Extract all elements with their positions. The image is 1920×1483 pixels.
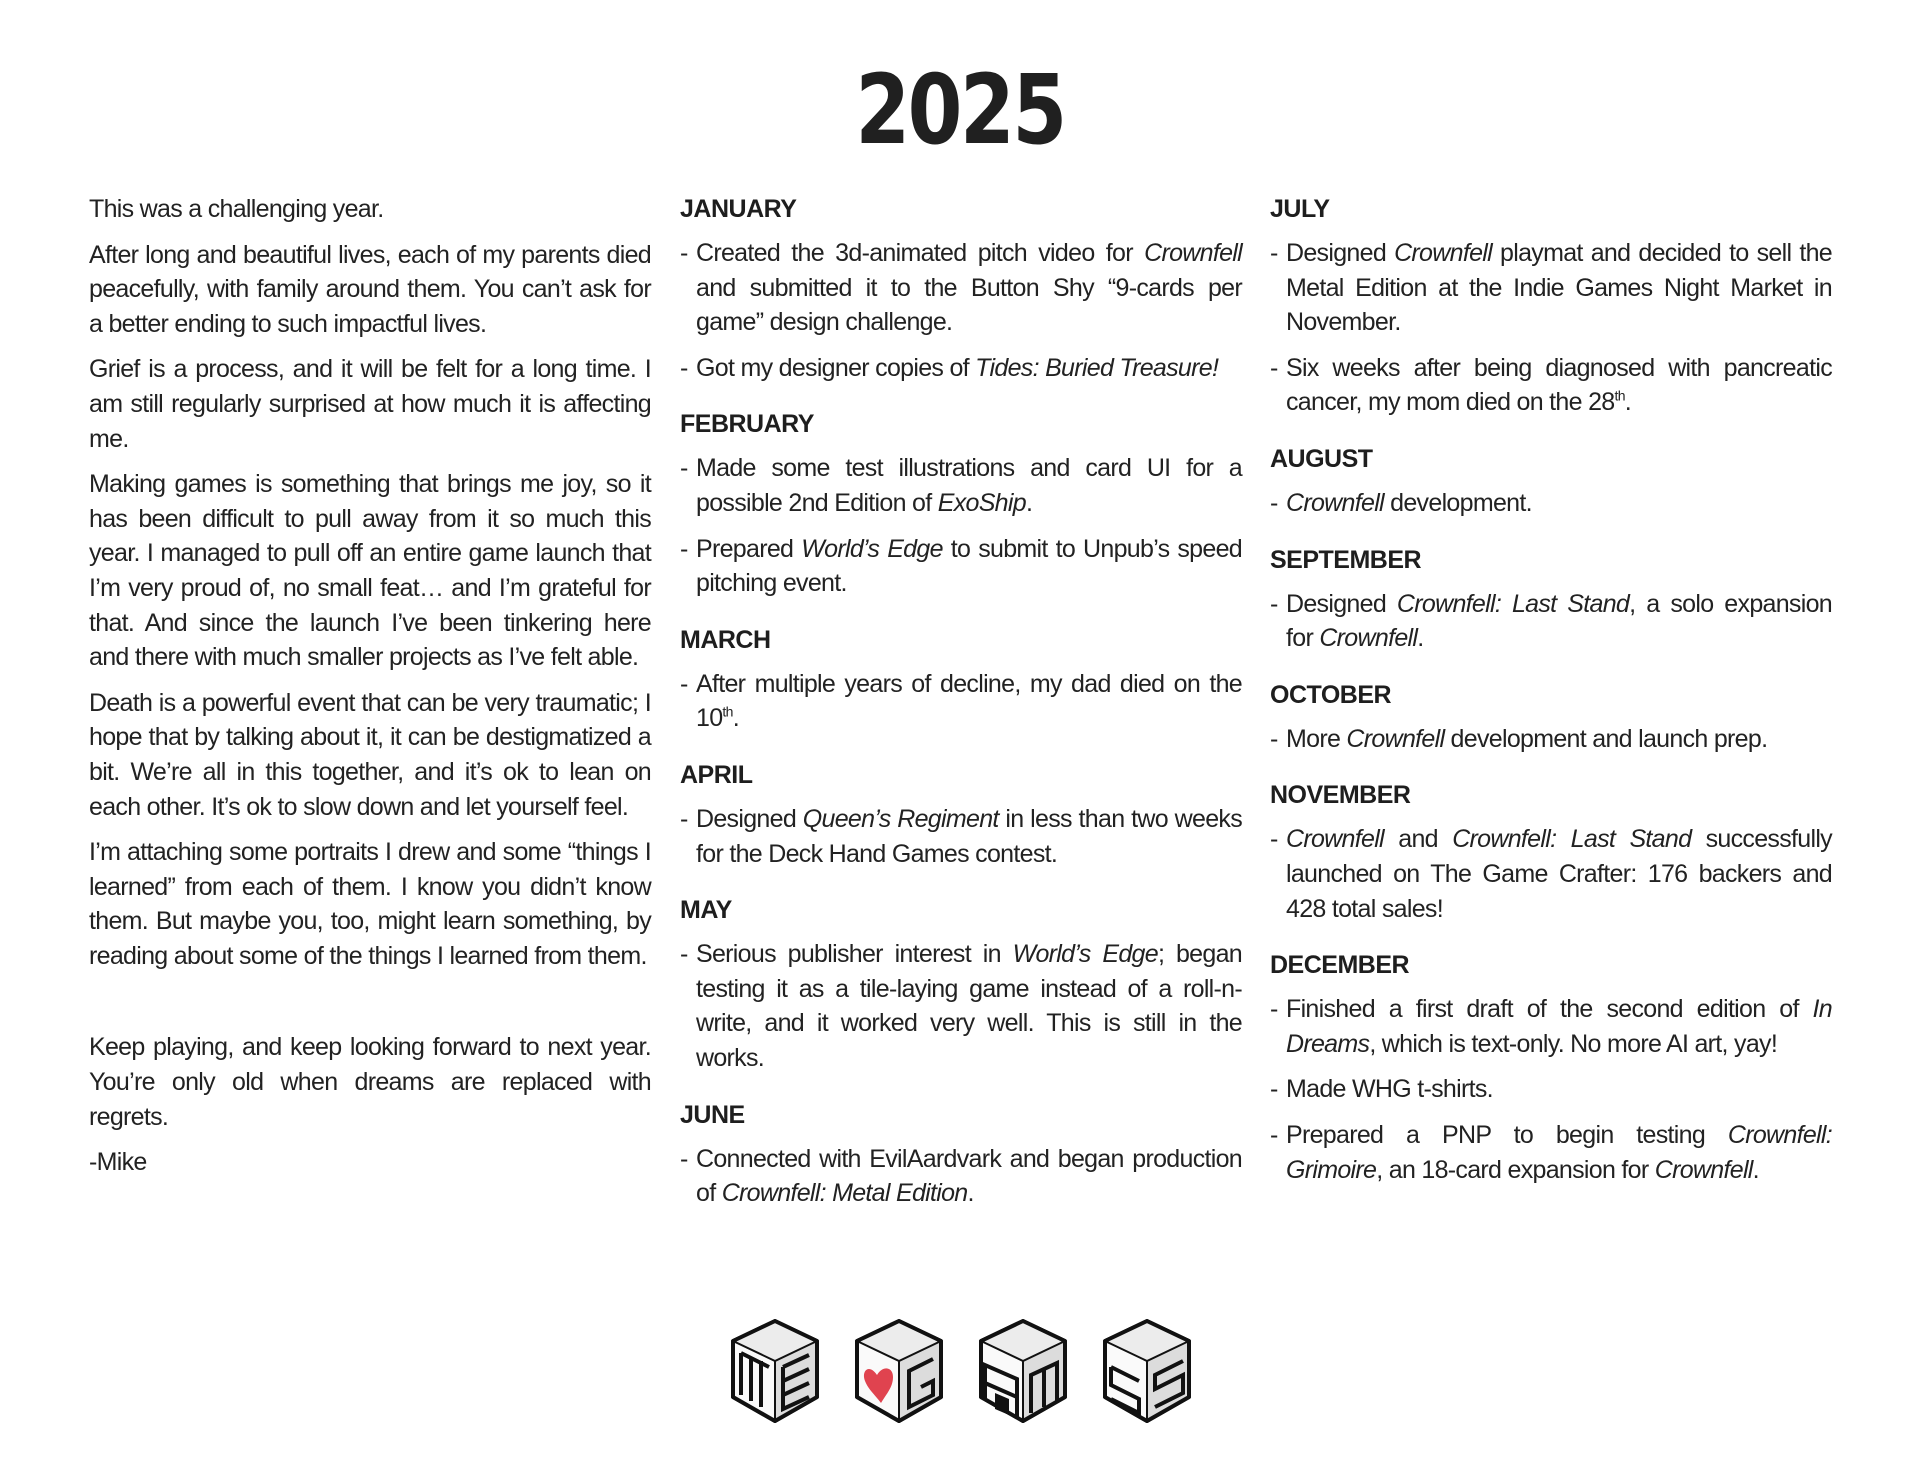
- signature: -Mike: [89, 1148, 147, 1177]
- month-february: [680, 407, 1242, 600]
- month-heading: SEPTEMBER: [1270, 545, 1422, 574]
- month-november: [1270, 778, 1832, 926]
- month-may: [680, 893, 1242, 1075]
- month-heading: APRIL: [680, 760, 753, 789]
- timeline-entry: - Got my designer copies of Tides: Buried Treasure!: [680, 351, 1242, 386]
- page-title: 2025: [855, 54, 1065, 166]
- month-heading: FEBRUARY: [680, 410, 814, 439]
- month-heading: JULY: [1270, 195, 1330, 223]
- whg-logo: [720, 1313, 1200, 1425]
- month-heading: OCTOBER: [1270, 680, 1392, 709]
- month-august: [1270, 442, 1832, 521]
- month-heading: DECEMBER: [1270, 951, 1410, 980]
- timeline-entry: - Designed Crownfell playmat and decided to sell the Metal Edition at the Indie Games Night Market in November.: [1270, 236, 1832, 340]
- month-heading: MAY: [680, 896, 732, 925]
- month-april: [680, 758, 1242, 871]
- month-march: [680, 623, 1242, 736]
- month-heading: NOVEMBER: [1270, 781, 1411, 810]
- timeline-entry: - Finished a first draft of the second edition of In Dreams, which is text-only. No more AI art, yay!: [1270, 992, 1832, 1061]
- timeline-entry: - Designed Crownfell: Last Stand, a solo expansion for Crownfell.: [1270, 587, 1832, 656]
- die-heart: [857, 1321, 941, 1421]
- timeline-column-first-half: [680, 192, 1242, 1233]
- intro-paragraph: I’m attaching some portraits I drew and some “things I learned” from each of them. I know you didn’t know them. But maybe you, too, might learn something, by reading about some of the things I learned from them.: [89, 838, 651, 970]
- month-january: [680, 192, 1242, 385]
- month-december: [1270, 948, 1832, 1187]
- intro-column: [89, 192, 651, 1191]
- month-heading: JUNE: [680, 1100, 745, 1129]
- timeline-entry: - Made some test illustrations and card UI for a possible 2nd Edition of ExoShip.: [680, 451, 1242, 520]
- timeline-entry: - Crownfell development.: [1270, 486, 1832, 521]
- timeline-entry: - Serious publisher interest in World’s Edge; began testing it as a tile-laying game instead of a roll-n-write, and it worked very well. This is still in the works.: [680, 937, 1242, 1075]
- timeline-entry: - After multiple years of decline, my dad died on the 10th.: [680, 667, 1242, 736]
- timeline-entry: - Made WHG t-shirts.: [1270, 1072, 1832, 1107]
- timeline-entry: - More Crownfell development and launch prep.: [1270, 722, 1832, 757]
- intro-paragraph: Death is a powerful event that can be very traumatic; I hope that by talking about it, it can be destigmatized a bit. We’re all in this together, and it’s ok to lean on each other. It’s ok to slow down and let yourself feel.: [89, 688, 651, 821]
- die-a: [981, 1321, 1065, 1421]
- timeline-entry: - Crownfell and Crownfell: Last Stand successfully launched on The Game Crafter: 176 backers and 428 total sales!: [1270, 822, 1832, 926]
- closing-paragraph: Keep playing, and keep looking forward to next year. You’re only old when dreams are replaced with regrets.: [89, 1033, 651, 1131]
- intro-paragraph: Grief is a process, and it will be felt for a long time. I am still regularly surprised at how much it is affecting me.: [89, 355, 651, 453]
- die-s: [1105, 1321, 1189, 1421]
- intro-paragraph: This was a challenging year.: [89, 195, 384, 223]
- month-heading: AUGUST: [1270, 444, 1373, 473]
- intro-paragraph: After long and beautiful lives, each of my parents died peacefully, with family around them. You can’t ask for a better ending to such impactful lives.: [89, 240, 651, 338]
- timeline-entry: - Prepared a PNP to begin testing Crownfell: Grimoire, an 18-card expansion for Crownfell.: [1270, 1118, 1832, 1187]
- timeline-column-second-half: [1270, 192, 1832, 1209]
- timeline-entry: - Created the 3d-animated pitch video for Crownfell and submitted it to the Button Shy “9-cards per game” design challenge.: [680, 236, 1242, 340]
- timeline-entry: - Designed Queen’s Regiment in less than two weeks for the Deck Hand Games contest.: [680, 802, 1242, 871]
- timeline-entry: - Prepared World’s Edge to submit to Unpub’s speed pitching event.: [680, 532, 1242, 601]
- month-september: [1270, 543, 1832, 656]
- month-october: [1270, 678, 1832, 757]
- month-june: [680, 1098, 1242, 1211]
- intro-paragraph: Making games is something that brings me joy, so it has been difficult to pull away from it so much this year. I managed to pull off an entire game launch that I’m very proud of, no small feat… and I’m grateful for that. And since the launch I’ve been tinkering here and there with much smaller projects as I’ve felt able.: [89, 470, 651, 672]
- die-w: [733, 1321, 817, 1421]
- timeline-entry: - Connected with EvilAardvark and began production of Crownfell: Metal Edition.: [680, 1142, 1242, 1211]
- month-heading: MARCH: [680, 625, 771, 654]
- month-july: [1270, 192, 1832, 420]
- month-heading: JANUARY: [680, 195, 797, 223]
- timeline-entry: - Six weeks after being diagnosed with pancreatic cancer, my mom died on the 28th.: [1270, 351, 1832, 420]
